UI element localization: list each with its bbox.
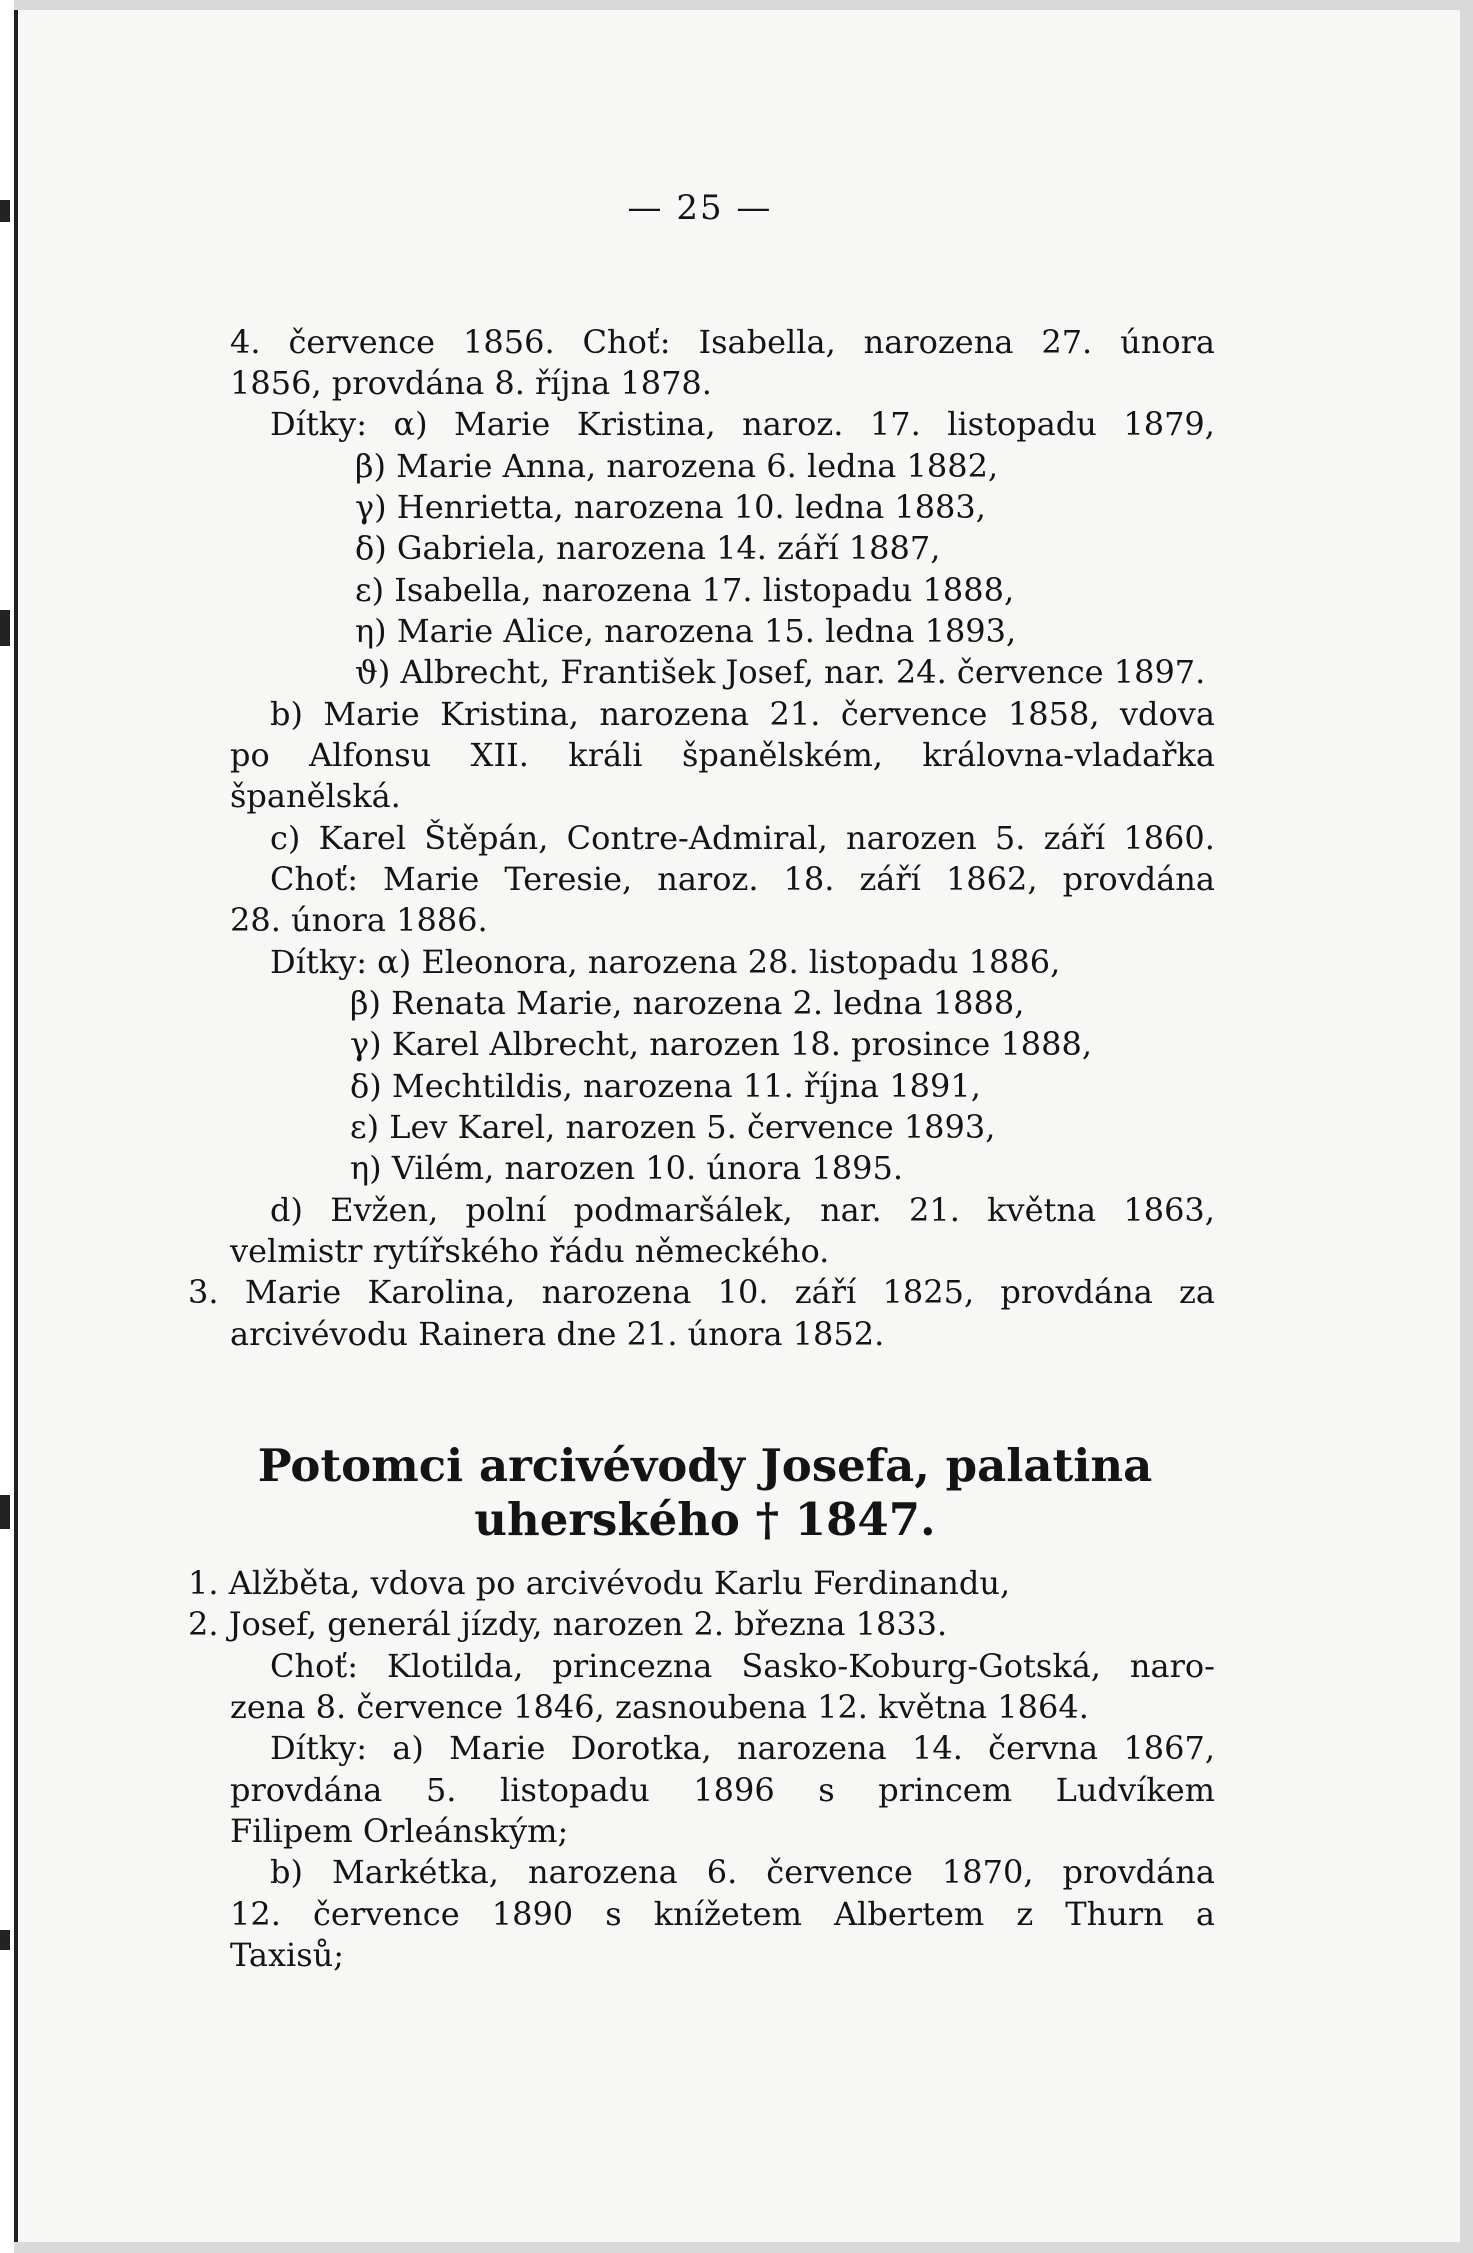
- section-heading: Potomci arcivévody Josefa, palatina: [257, 1439, 1153, 1492]
- text-line: španělská.: [230, 777, 401, 815]
- text-line: Choť: Klotilda, princezna Sasko-Koburg-Gotská, naro-: [270, 1647, 1215, 1685]
- text-line: 12. července 1890 s knížetem Albertem z Thurn a: [230, 1895, 1215, 1933]
- section-heading: uherského † 1847.: [474, 1493, 936, 1546]
- text-line: ε) Isabella, narozena 17. listopadu 1888,: [355, 571, 1015, 609]
- text-line: ε) Lev Karel, narozen 5. července 1893,: [350, 1108, 996, 1146]
- text-line: Taxisů;: [230, 1936, 345, 1974]
- text-line: β) Renata Marie, narozena 2. ledna 1888,: [350, 984, 1025, 1022]
- text-line: ϑ) Albrecht, František Josef, nar. 24. července 1897.: [355, 653, 1206, 691]
- text-line: 4. července 1856. Choť: Isabella, narozena 27. února: [230, 323, 1215, 361]
- text-line: δ) Gabriela, narozena 14. září 1887,: [355, 529, 941, 567]
- text-line: c) Karel Štěpán, Contre-Admiral, narozen 5. září 1860.: [270, 819, 1215, 857]
- text-line: η) Marie Alice, narozena 15. ledna 1893,: [355, 612, 1017, 650]
- text-line: Choť: Marie Teresie, naroz. 18. září 1862, provdána: [270, 860, 1215, 898]
- text-line: arcivévodu Rainera dne 21. února 1852.: [230, 1315, 885, 1353]
- text-line: Dítky: a) Marie Dorotka, narozena 14. června 1867,: [270, 1729, 1215, 1767]
- page-number: — 25 —: [627, 188, 773, 228]
- text-line: 1856, provdána 8. října 1878.: [230, 364, 712, 402]
- text-line: Dítky: α) Eleonora, narozena 28. listopadu 1886,: [270, 943, 1061, 981]
- binding-mark: [0, 1495, 10, 1529]
- text-line: provdána 5. listopadu 1896 s princem Ludvíkem: [230, 1771, 1215, 1809]
- text-line: γ) Henrietta, narozena 10. ledna 1883,: [355, 488, 986, 526]
- text-line: po Alfonsu XII. králi španělském, královna-vladařka: [230, 736, 1215, 774]
- text-line: d) Evžen, polní podmaršálek, nar. 21. května 1863,: [270, 1191, 1215, 1229]
- text-line: b) Markétka, narozena 6. července 1870, provdána: [270, 1853, 1215, 1891]
- text-line: η) Vilém, narozen 10. února 1895.: [350, 1149, 903, 1187]
- text-line: 2. Josef, generál jízdy, narozen 2. března 1833.: [188, 1605, 948, 1643]
- text-line: δ) Mechtildis, narozena 11. října 1891,: [350, 1067, 981, 1105]
- text-line: 1. Alžběta, vdova po arcivévodu Karlu Ferdinandu,: [188, 1564, 1011, 1602]
- text-line: b) Marie Kristina, narozena 21. července 1858, vdova: [270, 695, 1215, 733]
- text-line: Dítky: α) Marie Kristina, naroz. 17. listopadu 1879,: [270, 405, 1215, 443]
- page-edge: [0, 0, 14, 2253]
- binding-mark: [0, 1930, 10, 1950]
- text-line: velmistr rytířského řádu německého.: [230, 1232, 830, 1270]
- text-line: zena 8. července 1846, zasnoubena 12. května 1864.: [230, 1688, 1089, 1726]
- text-line: 3. Marie Karolina, narozena 10. září 1825, provdána za: [188, 1273, 1215, 1311]
- binding-mark: [0, 610, 10, 646]
- text-line: 28. února 1886.: [230, 901, 488, 939]
- text-line: β) Marie Anna, narozena 6. ledna 1882,: [355, 447, 999, 485]
- binding-mark: [0, 200, 10, 222]
- text-line: Filipem Orleánským;: [230, 1812, 569, 1850]
- text-line: γ) Karel Albrecht, narozen 18. prosince 1888,: [350, 1025, 1093, 1063]
